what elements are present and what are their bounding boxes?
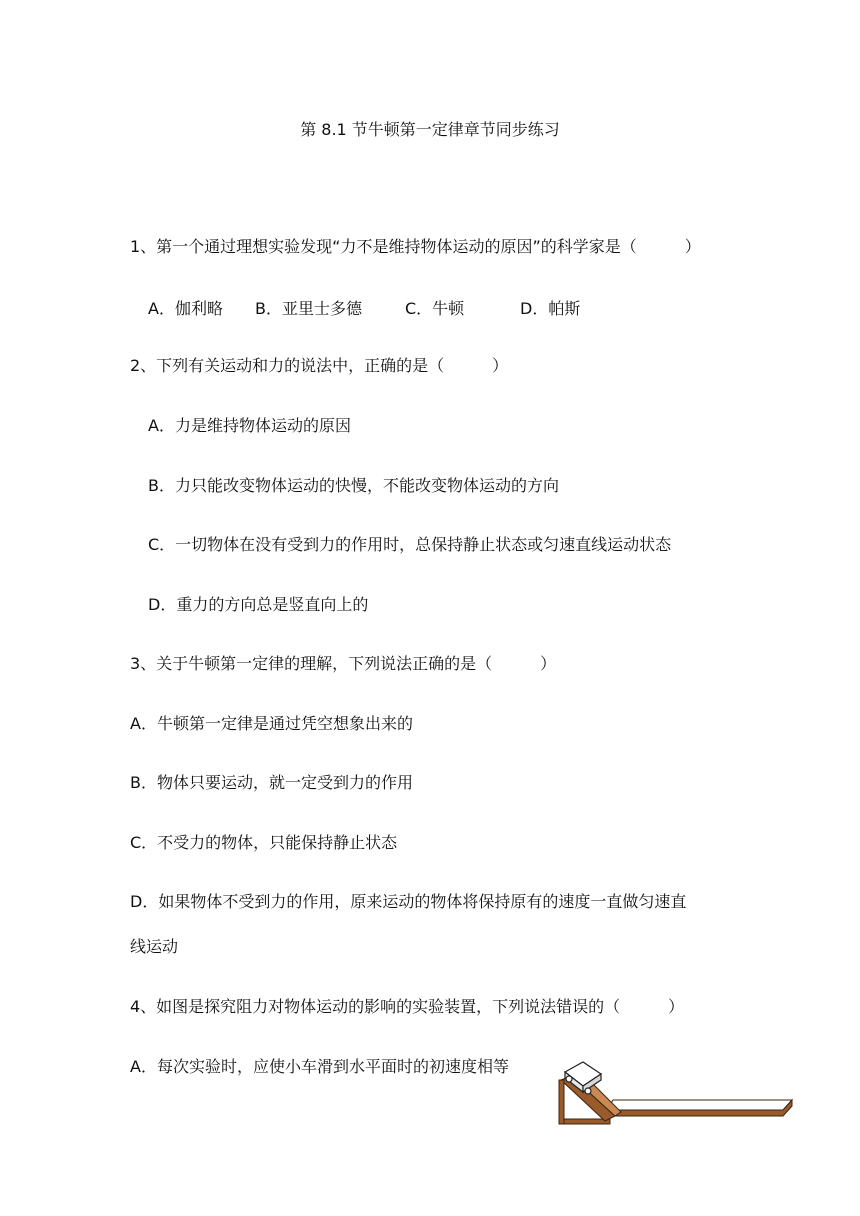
question-4-stem: 4、如图是探究阻力对物体运动的影响的实验装置，下列说法错误的（ ） [130,997,685,1016]
question-1-stem: 1、第一个通过理想实验发现“力不是维持物体运动的原因”的科学家是（ ） [130,237,701,256]
q1-option-a: A．伽利略 [148,299,223,318]
q1-option-d: D．帕斯 [520,299,581,318]
q3-option-a: A．牛顿第一定律是通过凭空想象出来的 [130,714,413,733]
q2-option-b: B．力只能改变物体运动的快慢，不能改变物体运动的方向 [148,476,559,495]
q3-option-d-continued: 线运动 [130,937,179,956]
cart-wheel-back [566,1076,572,1082]
q2-option-a: A．力是维持物体运动的原因 [148,416,351,435]
page-title: 第 8.1 节牛顿第一定律章节同步练习 [300,120,560,139]
ramp-support [559,1080,564,1124]
q3-option-b: B．物体只要运动，就一定受到力的作用 [130,773,413,792]
cart-wheel-front [585,1088,591,1094]
q3-option-c: C．不受力的物体，只能保持静止状态 [130,833,398,852]
horizontal-board-top [607,1100,792,1110]
q4-option-a: A．每次实验时，应使小车滑到水平面时的初速度相等 [130,1057,509,1076]
question-3-stem: 3、关于牛顿第一定律的理解，下列说法正确的是（ ） [130,654,557,673]
base-board [559,1119,610,1124]
question-1-options [148,296,580,319]
question-2-stem: 2、下列有关运动和力的说法中，正确的是（ ） [130,356,509,375]
q1-option-c: C．牛顿 [405,299,465,318]
q2-option-d: D．重力的方向总是竖直向上的 [148,595,369,614]
q2-option-c: C．一切物体在没有受到力的作用时，总保持静止状态或匀速直线运动状态 [148,535,672,554]
q3-option-d: D．如果物体不受到力的作用，原来运动的物体将保持原有的速度一直做匀速直 [130,892,687,911]
q1-option-b: B．亚里士多德 [255,299,362,318]
ramp-experiment-figure [555,1058,800,1133]
